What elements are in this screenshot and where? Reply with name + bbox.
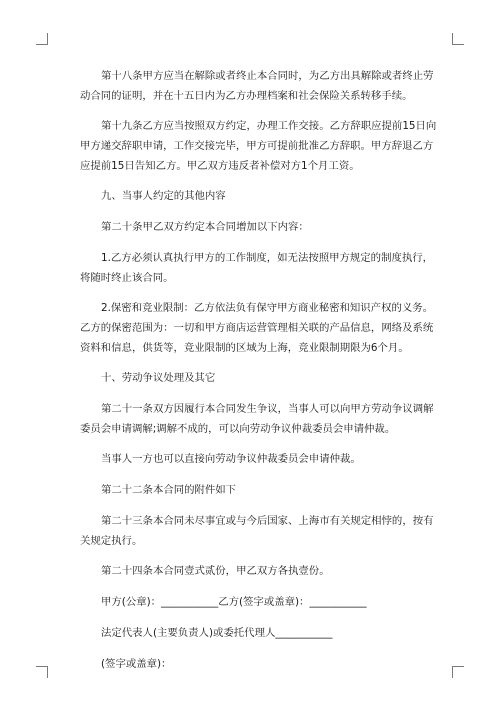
clause-20-item-2: 2.保密和竞业限制：乙方依法负有保守甲方商业秘密和知识产权的义务。乙方的保密范围为：一切和甲方商店运营管理相关联的产品信息，网络及系统资料和信息，供货等，竞业限制的区域为上海，竞业限制期限为6个月。 — [80, 302, 434, 354]
signature-legal-representative: 法定代表人(主要负责人)或委托代理人___________ — [101, 627, 333, 639]
crop-mark-top-right — [452, 33, 464, 45]
signature-seal: (签字或盖章)： — [101, 658, 172, 670]
crop-mark-top-left — [36, 33, 48, 45]
clause-20-item-1: 1.乙方必须认真执行甲方的工作制度，如无法按照甲方规定的制度执行，将随时终止该合同。 — [80, 252, 434, 284]
section-heading-9: 九、当事人约定的其他内容 — [101, 190, 226, 202]
clause-22: 第二十二条本合同的附件如下 — [101, 484, 237, 496]
clause-21: 第二十一条双方因履行本合同发生争议，当事人可以向甲方劳动争议调解委员会申请调解;调解不成的，可以向劳动争议仲裁委员会申请仲裁。 — [80, 403, 434, 435]
clause-24: 第二十四条本合同壹式贰份，甲乙双方各执壹份。 — [101, 565, 330, 577]
clause-20: 第二十条甲乙双方约定本合同增加以下内容： — [101, 221, 309, 233]
clause-19: 第十九条乙方应当按照双方约定，办理工作交接。乙方辞职应提前15日向甲方递交辞职申请，工作交接完毕，甲方可提前批准乙方辞职。甲方辞退乙方应提前15日告知乙方。甲乙双方违反者补偿对方1个月工资。 — [80, 120, 437, 172]
section-heading-10: 十、劳动争议处理及其它 — [101, 372, 216, 384]
clause-23: 第二十三条本合同未尽事宜或与今后国家、上海市有关规定相悖的，按有关规定执行。 — [80, 515, 434, 547]
crop-mark-bottom-left — [36, 666, 48, 678]
document-body — [80, 66, 440, 685]
signature-party-a-b: 甲方(公章)：___________乙方(签字或盖章)：___________ — [101, 596, 367, 608]
clause-18: 第十八条甲方应当在解除或者终止本合同时，为乙方出具解除或者终止劳动合同的证明，并在十五日内为乙方办理档案和社会保险关系转移手续。 — [80, 70, 434, 102]
clause-21-note: 当事人一方也可以直接向劳动争议仲裁委员会申请仲裁。 — [101, 453, 361, 465]
crop-mark-bottom-right — [452, 666, 464, 678]
